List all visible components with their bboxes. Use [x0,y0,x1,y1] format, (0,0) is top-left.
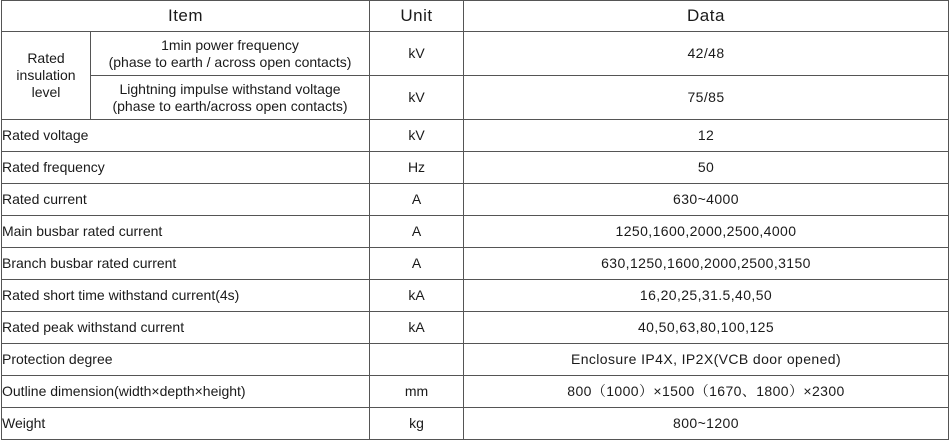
row-item: Rated frequency [2,152,370,184]
row-unit: kA [370,280,464,312]
row-item-line2: (phase to earth / across open contacts) [108,53,352,70]
row-item [91,76,370,120]
table-row [2,216,949,248]
row-unit: kV [370,120,464,152]
group-label-insulation: Rated insulation level [2,32,91,120]
table-row [2,184,949,216]
row-item: Rated voltage [2,120,370,152]
header-item: Item [2,1,370,32]
row-item: Weight [2,408,370,440]
row-item-line2: (phase to earth/across open contacts) [112,97,348,114]
row-item: Branch busbar rated current [2,248,370,280]
row-data: Enclosure IP4X, IP2X(VCB door opened) [464,344,949,376]
table-row [2,248,949,280]
header-unit: Unit [370,1,464,32]
row-unit: mm [370,376,464,408]
row-item: Rated short time withstand current(4s) [2,280,370,312]
row-item: Rated current [2,184,370,216]
table-row [2,152,949,184]
row-item: Main busbar rated current [2,216,370,248]
table-row [2,32,949,76]
row-data: 1250,1600,2000,2500,4000 [464,216,949,248]
table-row [2,344,949,376]
row-data: 40,50,63,80,100,125 [464,312,949,344]
row-data: 75/85 [464,76,949,120]
header-data: Data [464,1,949,32]
row-unit: A [370,216,464,248]
row-data: 42/48 [464,32,949,76]
row-unit: kV [370,76,464,120]
row-data: 50 [464,152,949,184]
row-unit [370,344,464,376]
row-data: 12 [464,120,949,152]
table-row [2,312,949,344]
row-unit: kA [370,312,464,344]
row-item-line1: Lightning impulse withstand voltage [119,80,341,97]
row-data: 800（1000）×1500（1670、1800）×2300 [464,376,949,408]
row-data: 630,1250,1600,2000,2500,3150 [464,248,949,280]
row-data: 16,20,25,31.5,40,50 [464,280,949,312]
header-row [2,1,949,32]
row-item-line1: 1min power frequency [161,36,299,53]
row-unit: Hz [370,152,464,184]
row-unit: kg [370,408,464,440]
table-row [2,408,949,440]
table-row [2,120,949,152]
row-data: 800~1200 [464,408,949,440]
table-row [2,76,949,120]
row-data: 630~4000 [464,184,949,216]
row-item: Outline dimension(width×depth×height) [2,376,370,408]
row-item [91,32,370,76]
table-row [2,280,949,312]
spec-table [1,0,949,440]
row-unit: kV [370,32,464,76]
row-item: Protection degree [2,344,370,376]
row-unit: A [370,184,464,216]
row-unit: A [370,248,464,280]
row-item: Rated peak withstand current [2,312,370,344]
table-row [2,376,949,408]
